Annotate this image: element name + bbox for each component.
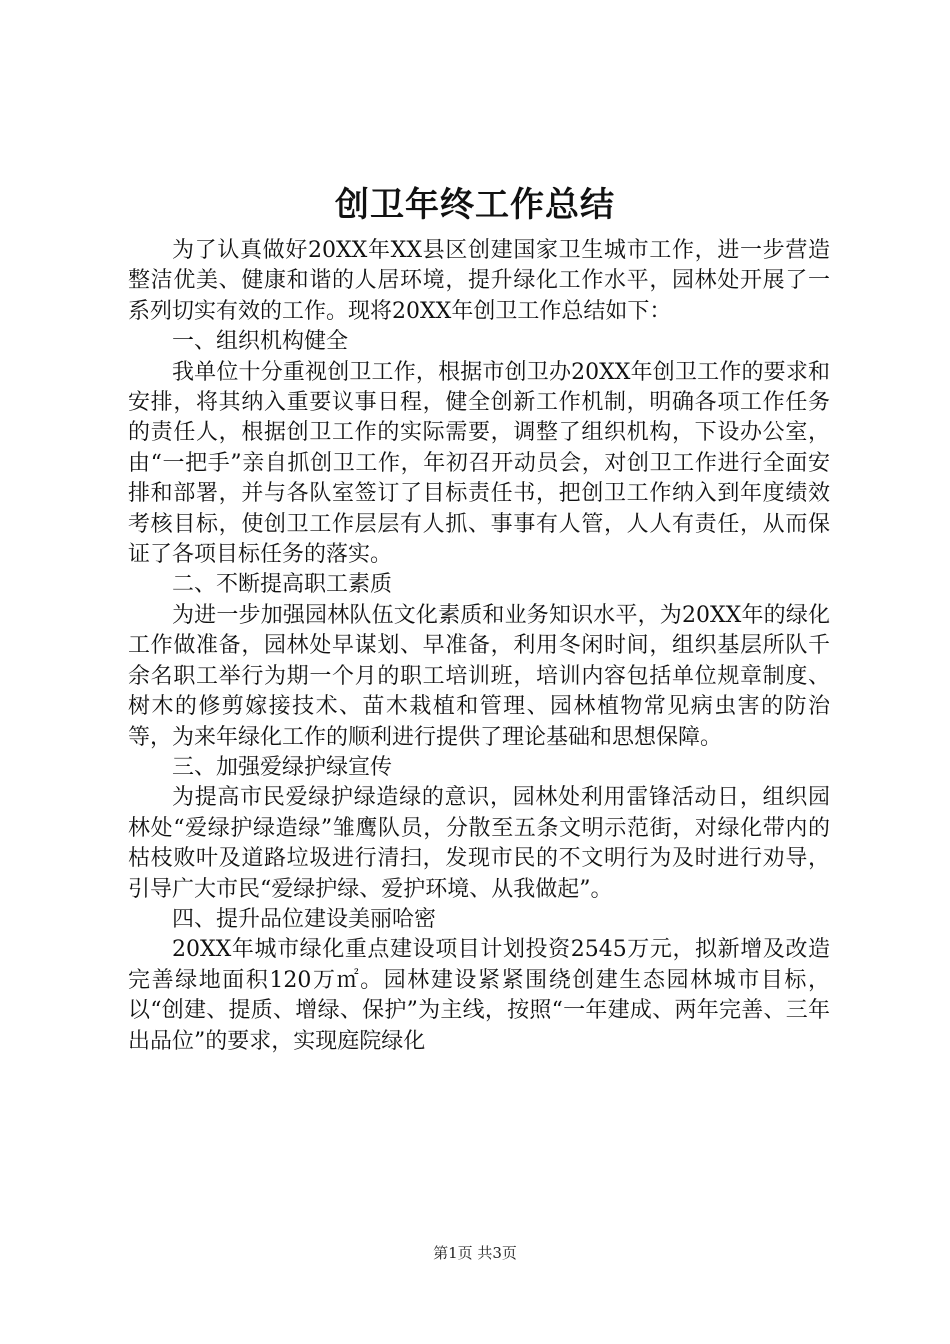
document-title: 创卫年终工作总结 [335, 185, 615, 225]
page-number: 第1页 共3页 [433, 1244, 517, 1262]
document-body [128, 236, 830, 1057]
section-paragraph-3: 为提高市民爱绿护绿造绿的意识，园林处利用雷锋活动日，组织园林处“爱绿护绿造绿”雏鹰队员，分散至五条文明示范街，对绿化带内的枯枝败叶及道路垃圾进行清扫，发现市民的不文明行为及时进行劝导，引导广大市民“爱绿护绿、爱护环境、从我做起”。 [128, 785, 830, 902]
section-heading-1: 一、组织机构健全 [172, 329, 349, 355]
section-heading-2: 二、不断提高职工素质 [172, 572, 393, 598]
section-heading-3: 三、加强爱绿护绿宣传 [172, 754, 393, 780]
section-paragraph-4: 20XX年城市绿化重点建设项目计划投资2545万元，拟新增及改造完善绿地面积120万㎡。园林建设紧紧围绕创建生态园林城市目标，以“创建、提质、增绿、保护”为主线，按照“一年建成、两年完善、三年出品位”的要求，实现庭院绿化 [128, 937, 830, 1054]
intro-paragraph: 为了认真做好20XX年XX县区创建国家卫生城市工作，进一步营造整洁优美、健康和谐的人居环境，提升绿化工作水平，园林处开展了一系列切实有效的工作。现将20XX年创卫工作总结如下： [128, 238, 830, 324]
section-paragraph-2: 为进一步加强园林队伍文化素质和业务知识水平，为20XX年的绿化工作做准备，园林处早谋划、早准备，利用冬闲时间，组织基层所队千余名职工举行为期一个月的职工培训班，培训内容包括单位规章制度、树木的修剪嫁接技术、苗木栽植和管理、园林植物常见病虫害的防治等，为来年绿化工作的顺利进行提供了理论基础和思想保障。 [128, 602, 830, 750]
section-paragraph-1: 我单位十分重视创卫工作，根据市创卫办20XX年创卫工作的要求和安排，将其纳入重要议事日程，健全创新工作机制，明确各项工作任务的责任人，根据创卫工作的实际需要，调整了组织机构，下设办公室，由“一把手”亲自抓创卫工作，年初召开动员会，对创卫工作进行全面安排和部署，并与各队室签订了目标责任书，把创卫工作纳入到年度绩效考核目标，使创卫工作层层有人抓、事事有人管，人人有责任，从而保证了各项目标任务的落实。 [128, 359, 830, 568]
section-heading-4: 四、提升品位建设美丽哈密 [172, 906, 437, 932]
